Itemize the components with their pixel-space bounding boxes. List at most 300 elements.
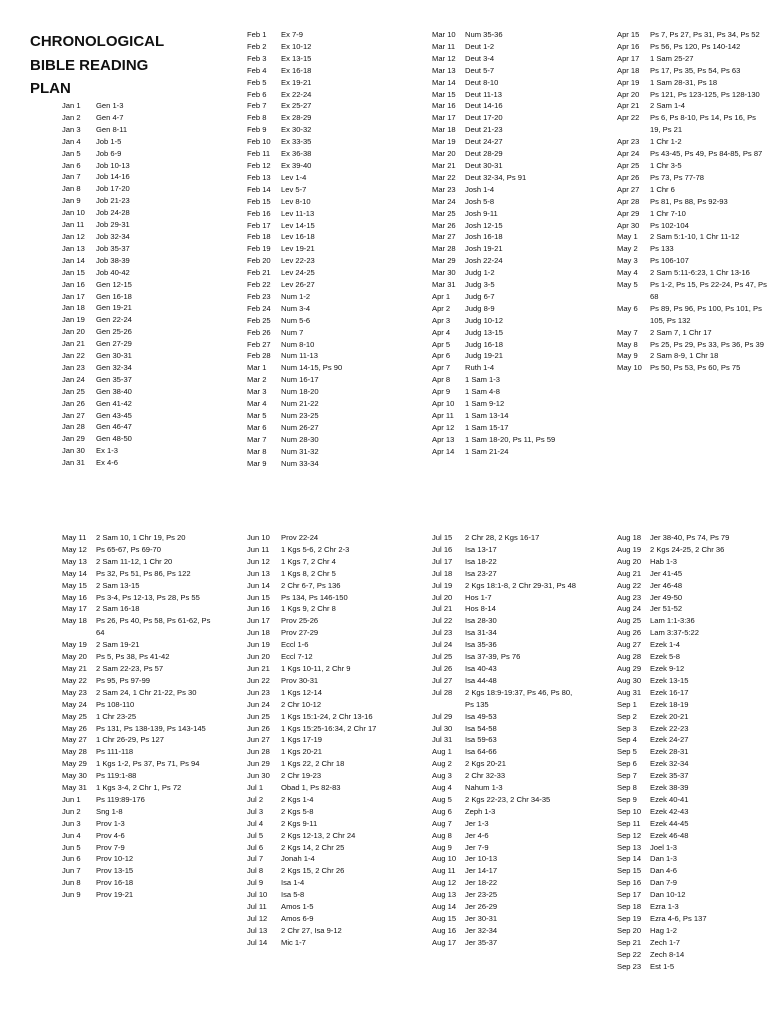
reading-entry — [617, 362, 767, 374]
entry-date: May 16 — [62, 592, 87, 602]
reading-entry — [247, 208, 397, 220]
entry-date: Jan 20 — [62, 327, 85, 337]
entry-reading: Ezek 46-48 — [650, 830, 689, 840]
reading-entry — [617, 592, 767, 604]
entry-date: May 5 — [617, 280, 638, 290]
entry-date: Jan 22 — [62, 351, 85, 361]
entry-date: Jun 17 — [247, 616, 270, 626]
entry-date: Feb 6 — [247, 89, 267, 99]
entry-date: Jun 12 — [247, 556, 270, 566]
reading-entry — [617, 782, 767, 794]
entry-date: Aug 16 — [432, 925, 457, 935]
reading-entry — [62, 279, 212, 291]
reading-entry — [432, 663, 582, 675]
entry-date: Mar 25 — [432, 208, 456, 218]
entry-reading: 2 Kgs 5-8 — [281, 806, 314, 816]
entry-reading: Ps 121, Ps 123-125, Ps 128-130 — [650, 89, 760, 99]
entry-date: Apr 1 — [432, 291, 451, 301]
entry-reading: 2 Sam 13-15 — [96, 580, 140, 590]
entry-reading: Num 7 — [281, 327, 304, 337]
reading-entry — [247, 410, 397, 422]
entry-date: Apr 15 — [617, 30, 640, 39]
entry-date: Jan 16 — [62, 279, 85, 289]
reading-entry — [617, 243, 767, 255]
entry-date: Jul 11 — [247, 902, 267, 912]
reading-entry — [247, 220, 397, 232]
reading-entry — [432, 842, 582, 854]
entry-date: Jan 18 — [62, 303, 85, 313]
entry-date: Mar 30 — [432, 268, 456, 278]
entry-date: Sep 18 — [617, 902, 642, 912]
entry-date: Apr 21 — [617, 101, 640, 111]
reading-entry — [62, 746, 212, 758]
reading-entry — [432, 580, 582, 592]
reading-entry — [62, 314, 212, 326]
reading-entry — [62, 853, 212, 865]
reading-entry — [617, 734, 767, 746]
entry-reading: Deut 8-10 — [465, 77, 499, 87]
entry-date: Feb 17 — [247, 220, 271, 230]
entry-date: Jan 31 — [62, 458, 85, 468]
entry-date: Jun 24 — [247, 699, 270, 709]
reading-entry — [432, 255, 582, 267]
entry-reading: 2 Sam 10, 1 Chr 19, Ps 20 — [96, 533, 186, 542]
reading-entry — [247, 41, 397, 53]
entry-date: Jan 6 — [62, 160, 81, 170]
entry-reading: Judg 3-5 — [465, 280, 495, 290]
entry-date: Jul 6 — [247, 842, 264, 852]
reading-entry — [247, 544, 397, 556]
reading-entry — [62, 374, 212, 386]
entry-date: Jul 23 — [432, 628, 453, 638]
entry-date: Jul 18 — [432, 568, 453, 578]
reading-entry — [432, 532, 582, 544]
entry-reading: Num 23-25 — [281, 411, 319, 420]
reading-entry — [247, 794, 397, 806]
reading-entry — [432, 627, 582, 639]
entry-reading: 1 Kgs 20-21 — [281, 747, 322, 757]
entry-date: Apr 9 — [432, 387, 451, 397]
entry-date: Mar 24 — [432, 196, 456, 206]
entry-reading: Ezek 13-15 — [650, 675, 689, 685]
entry-date: Sep 2 — [617, 711, 637, 721]
entry-reading: Isa 59-63 — [465, 735, 497, 745]
entry-reading: Joel 1-3 — [650, 842, 678, 852]
entry-reading: Lev 14-15 — [281, 220, 315, 230]
entry-date: Sep 20 — [617, 925, 642, 935]
reading-entry — [62, 160, 212, 172]
entry-reading: 2 Sam 19-21 — [96, 640, 140, 650]
entry-date: May 1 — [617, 232, 638, 242]
entry-date: Sep 21 — [617, 937, 642, 947]
entry-date: May 31 — [62, 783, 87, 793]
reading-entry — [617, 53, 767, 65]
entry-reading: Lev 16-18 — [281, 232, 315, 242]
entry-reading: Mic 1-7 — [281, 937, 306, 947]
entry-reading: 2 Kgs 18:9-19:37, Ps 46, Ps 80, Ps 135 — [465, 687, 573, 709]
entry-reading: 1 Kgs 5-6, 2 Chr 2-3 — [281, 544, 350, 554]
entry-reading: Jer 7-9 — [465, 842, 489, 852]
entry-date: Jan 5 — [62, 148, 81, 158]
entry-reading: Num 5-6 — [281, 315, 311, 325]
entry-reading: Josh 5-8 — [465, 196, 495, 206]
entry-date: Jan 21 — [62, 339, 85, 349]
entry-date: Jun 1 — [62, 794, 81, 804]
entry-date: Aug 8 — [432, 830, 452, 840]
entry-reading: 2 Chr 32-33 — [465, 771, 506, 781]
entry-reading: Jonah 1-4 — [281, 854, 315, 864]
entry-reading: Isa 31-34 — [465, 628, 497, 638]
entry-reading: Job 24-28 — [96, 208, 130, 218]
entry-reading: Amos 6-9 — [281, 914, 314, 923]
reading-entry — [247, 77, 397, 89]
entry-date: Mar 21 — [432, 160, 456, 170]
reading-entry — [432, 243, 582, 255]
reading-entry — [247, 889, 397, 901]
entry-reading: Ps 43-45, Ps 49, Ps 84-85, Ps 87 — [650, 149, 763, 159]
entry-reading: Sng 1-8 — [96, 806, 123, 816]
reading-entry — [247, 770, 397, 782]
reading-entry — [432, 410, 582, 422]
entry-date: Sep 9 — [617, 794, 637, 804]
reading-entry — [62, 663, 212, 675]
entry-date: Jan 17 — [62, 291, 85, 301]
entry-reading: Num 14-15, Ps 90 — [281, 363, 343, 373]
entry-date: May 27 — [62, 735, 87, 745]
entry-reading: Job 1-5 — [96, 136, 122, 146]
entry-date: Aug 30 — [617, 675, 642, 685]
reading-entry — [617, 853, 767, 865]
reading-entry — [617, 615, 767, 627]
entry-reading: Jer 49-50 — [650, 592, 683, 602]
entry-reading: Ezek 18-19 — [650, 699, 689, 709]
entry-reading: Ps 25, Ps 29, Ps 33, Ps 36, Ps 39 — [650, 339, 764, 349]
reading-entry — [617, 723, 767, 735]
entry-date: Jul 26 — [432, 663, 453, 673]
entry-reading: 2 Sam 24, 1 Chr 21-22, Ps 30 — [96, 687, 197, 697]
reading-entry — [617, 172, 767, 184]
entry-reading: Gen 12-15 — [96, 279, 132, 289]
entry-reading: Ps 7, Ps 27, Ps 31, Ps 34, Ps 52 — [650, 30, 760, 39]
reading-entry — [432, 41, 582, 53]
reading-entry — [432, 615, 582, 627]
entry-date: Jun 23 — [247, 687, 270, 697]
reading-entry — [247, 386, 397, 398]
entry-reading: Jer 1-3 — [465, 818, 489, 828]
entry-reading: Ps 17, Ps 35, Ps 54, Ps 63 — [650, 65, 741, 75]
reading-entry — [62, 889, 212, 901]
entry-date: Mar 16 — [432, 101, 456, 111]
reading-entry — [432, 746, 582, 758]
reading-entry — [62, 723, 212, 735]
entry-date: Jul 29 — [432, 711, 453, 721]
reading-entry — [62, 544, 212, 556]
reading-entry — [432, 639, 582, 651]
entry-date: Jul 15 — [432, 533, 453, 542]
entry-date: Jul 16 — [432, 544, 453, 554]
entry-date: Apr 4 — [432, 327, 451, 337]
entry-reading: Ps 32, Ps 51, Ps 86, Ps 122 — [96, 568, 191, 578]
schedule-column — [432, 29, 582, 458]
entry-reading: Job 10-13 — [96, 160, 130, 170]
reading-entry — [247, 339, 397, 351]
entry-date: Jul 19 — [432, 580, 453, 590]
entry-date: May 15 — [62, 580, 87, 590]
entry-reading: Jer 14-17 — [465, 866, 498, 876]
reading-entry — [247, 124, 397, 136]
reading-entry — [247, 184, 397, 196]
entry-reading: Judg 6-7 — [465, 291, 495, 301]
reading-entry — [432, 196, 582, 208]
entry-date: Jun 26 — [247, 723, 270, 733]
entry-date: Sep 17 — [617, 890, 642, 900]
entry-reading: Prov 7-9 — [96, 842, 125, 852]
entry-reading: 2 Sam 11-12, 1 Chr 20 — [96, 556, 173, 566]
entry-date: Aug 14 — [432, 902, 457, 912]
entry-reading: 2 Kgs 18:1-8, 2 Chr 29-31, Ps 48 — [465, 580, 577, 590]
reading-entry — [432, 687, 582, 711]
reading-entry — [432, 770, 582, 782]
entry-reading: Isa 37-39, Ps 76 — [465, 652, 521, 662]
entry-reading: Num 28-30 — [281, 434, 319, 444]
entry-reading: Prov 13-15 — [96, 866, 134, 876]
entry-date: Sep 10 — [617, 806, 642, 816]
reading-entry — [432, 374, 582, 386]
reading-entry — [62, 734, 212, 746]
entry-reading: Gen 27-29 — [96, 339, 132, 349]
entry-date: Jan 7 — [62, 172, 81, 182]
entry-date: Apr 20 — [617, 89, 640, 99]
entry-reading: Lev 1-4 — [281, 172, 307, 182]
entry-reading: Judg 8-9 — [465, 303, 495, 313]
entry-reading: Lev 8-10 — [281, 196, 311, 206]
entry-date: Mar 15 — [432, 89, 456, 99]
entry-date: Jun 28 — [247, 747, 270, 757]
reading-entry — [617, 29, 767, 41]
entry-date: Aug 18 — [617, 533, 642, 542]
reading-entry — [62, 675, 212, 687]
reading-entry — [432, 148, 582, 160]
reading-entry — [247, 112, 397, 124]
reading-entry — [247, 172, 397, 184]
entry-reading: Jer 26-29 — [465, 902, 498, 912]
entry-reading: Gen 41-42 — [96, 398, 132, 408]
entry-date: Apr 23 — [617, 137, 640, 147]
reading-entry — [247, 818, 397, 830]
entry-date: Sep 1 — [617, 699, 637, 709]
entry-date: Jan 27 — [62, 410, 85, 420]
reading-entry — [432, 303, 582, 315]
reading-entry — [432, 603, 582, 615]
entry-reading: Isa 49-53 — [465, 711, 497, 721]
entry-reading: Ezek 44-45 — [650, 818, 689, 828]
entry-reading: Ezek 38-39 — [650, 783, 689, 793]
entry-reading: Judg 1-2 — [465, 268, 495, 278]
reading-entry — [247, 327, 397, 339]
entry-date: Feb 23 — [247, 291, 271, 301]
entry-reading: Ps 95, Ps 97-99 — [96, 675, 151, 685]
entry-date: Feb 26 — [247, 327, 271, 337]
entry-reading: Lev 5-7 — [281, 184, 307, 194]
entry-reading: Gen 30-31 — [96, 351, 132, 361]
entry-reading: Deut 21-23 — [465, 125, 503, 135]
entry-reading: Jer 46-48 — [650, 580, 683, 590]
entry-reading: Josh 9-11 — [465, 208, 498, 218]
entry-reading: Ps 111-118 — [96, 747, 134, 757]
reading-entry — [62, 338, 212, 350]
entry-date: Jul 1 — [247, 783, 264, 793]
entry-reading: Jer 38-40, Ps 74, Ps 79 — [650, 533, 730, 542]
reading-entry — [432, 231, 582, 243]
entry-reading: Hos 1-7 — [465, 592, 492, 602]
entry-date: Jan 10 — [62, 208, 85, 218]
entry-reading: 1 Sam 1-3 — [465, 375, 501, 385]
entry-reading: Deut 17-20 — [465, 113, 503, 123]
entry-date: Jun 20 — [247, 652, 270, 662]
entry-reading: Ps 89, Ps 96, Ps 100, Ps 101, Ps 105, Ps 132 — [650, 303, 762, 325]
entry-date: Jul 21 — [432, 604, 453, 614]
entry-date: Feb 4 — [247, 65, 267, 75]
reading-entry — [247, 901, 397, 913]
schedule-column — [617, 29, 767, 374]
entry-date: Mar 4 — [247, 399, 267, 409]
schedule-column — [617, 532, 767, 973]
entry-date: Sep 16 — [617, 878, 642, 888]
entry-date: May 30 — [62, 771, 87, 781]
entry-date: Mar 22 — [432, 172, 456, 182]
reading-entry — [617, 711, 767, 723]
entry-date: Sep 4 — [617, 735, 637, 745]
reading-entry — [432, 568, 582, 580]
entry-date: Jan 8 — [62, 184, 81, 194]
reading-entry — [62, 687, 212, 699]
entry-reading: Gen 19-21 — [96, 303, 132, 313]
entry-reading: Isa 5-8 — [281, 890, 305, 900]
reading-entry — [617, 77, 767, 89]
entry-date: Mar 29 — [432, 256, 456, 266]
entry-reading: 1 Sam 25-27 — [650, 53, 694, 63]
entry-reading: Josh 16-18 — [465, 232, 503, 242]
reading-entry — [617, 818, 767, 830]
reading-entry — [62, 445, 212, 457]
schedule-column — [432, 532, 582, 949]
reading-entry — [432, 220, 582, 232]
entry-date: Sep 22 — [617, 949, 642, 959]
entry-reading: Gen 22-24 — [96, 315, 132, 325]
reading-entry — [432, 422, 582, 434]
entry-date: Aug 4 — [432, 783, 452, 793]
reading-entry — [617, 961, 767, 973]
entry-reading: 1 Sam 9-12 — [465, 399, 505, 409]
reading-entry — [432, 77, 582, 89]
reading-entry — [432, 782, 582, 794]
reading-entry — [247, 830, 397, 842]
entry-date: Aug 28 — [617, 652, 642, 662]
entry-reading: 1 Chr 1-2 — [650, 137, 682, 147]
entry-reading: 2 Chr 27, Isa 9-12 — [281, 925, 342, 935]
entry-date: Sep 19 — [617, 914, 642, 923]
entry-reading: Jer 4-6 — [465, 830, 489, 840]
entry-reading: Deut 24-27 — [465, 137, 503, 147]
entry-date: Jul 7 — [247, 854, 264, 864]
reading-entry — [62, 770, 212, 782]
entry-reading: Ps 106-107 — [650, 256, 689, 266]
reading-entry — [432, 267, 582, 279]
reading-entry — [432, 398, 582, 410]
entry-reading: 1 Kgs 7, 2 Chr 4 — [281, 556, 336, 566]
entry-reading: Ex 25-27 — [281, 101, 312, 111]
entry-reading: 1 Sam 15-17 — [465, 422, 509, 432]
entry-date: Mar 14 — [432, 77, 456, 87]
reading-entry — [247, 398, 397, 410]
entry-reading: Isa 40-43 — [465, 663, 497, 673]
entry-date: Sep 12 — [617, 830, 642, 840]
reading-entry — [247, 592, 397, 604]
entry-date: Aug 25 — [617, 616, 642, 626]
reading-entry — [617, 925, 767, 937]
reading-entry — [247, 350, 397, 362]
reading-entry — [432, 675, 582, 687]
entry-reading: Ps 102-104 — [650, 220, 689, 230]
entry-date: Aug 22 — [617, 580, 642, 590]
entry-reading: Ex 13-15 — [281, 53, 312, 63]
entry-date: Jun 4 — [62, 830, 81, 840]
reading-entry — [247, 663, 397, 675]
entry-reading: Ezek 24-27 — [650, 735, 689, 745]
entry-reading: Nahum 1-3 — [465, 783, 503, 793]
reading-entry — [247, 65, 397, 77]
entry-date: May 24 — [62, 699, 87, 709]
reading-entry — [617, 913, 767, 925]
entry-date: Mar 9 — [247, 458, 267, 468]
reading-entry — [247, 446, 397, 458]
reading-entry — [62, 183, 212, 195]
reading-entry — [62, 386, 212, 398]
reading-entry — [62, 136, 212, 148]
reading-entry — [62, 699, 212, 711]
entry-reading: Job 29-31 — [96, 220, 130, 230]
entry-reading: Josh 19-21 — [465, 244, 503, 254]
entry-reading: 1 Kgs 10-11, 2 Chr 9 — [281, 663, 351, 673]
entry-date: Jul 10 — [247, 890, 268, 900]
entry-date: Feb 12 — [247, 160, 271, 170]
entry-date: Mar 12 — [432, 53, 456, 63]
entry-date: Jan 1 — [62, 101, 81, 110]
entry-date: Mar 13 — [432, 65, 456, 75]
entry-reading: Prov 4-6 — [96, 830, 125, 840]
entry-date: Aug 7 — [432, 818, 452, 828]
entry-date: Sep 23 — [617, 961, 642, 971]
reading-entry — [432, 434, 582, 446]
entry-reading: Gen 1-3 — [96, 101, 124, 110]
reading-entry — [617, 603, 767, 615]
entry-reading: Ps 108-110 — [96, 699, 135, 709]
reading-entry — [247, 865, 397, 877]
entry-reading: Num 18-20 — [281, 387, 319, 397]
entry-date: Mar 6 — [247, 422, 267, 432]
reading-entry — [432, 350, 582, 362]
reading-entry — [247, 556, 397, 568]
reading-entry — [617, 580, 767, 592]
reading-entry — [247, 100, 397, 112]
entry-date: Jun 18 — [247, 628, 270, 638]
entry-reading: 1 Kgs 1-2, Ps 37, Ps 71, Ps 94 — [96, 759, 200, 769]
reading-entry — [62, 421, 212, 433]
reading-entry — [247, 699, 397, 711]
entry-reading: 2 Kgs 15, 2 Chr 26 — [281, 866, 345, 876]
entry-reading: Num 11-13 — [281, 351, 319, 361]
entry-date: Aug 15 — [432, 914, 457, 923]
